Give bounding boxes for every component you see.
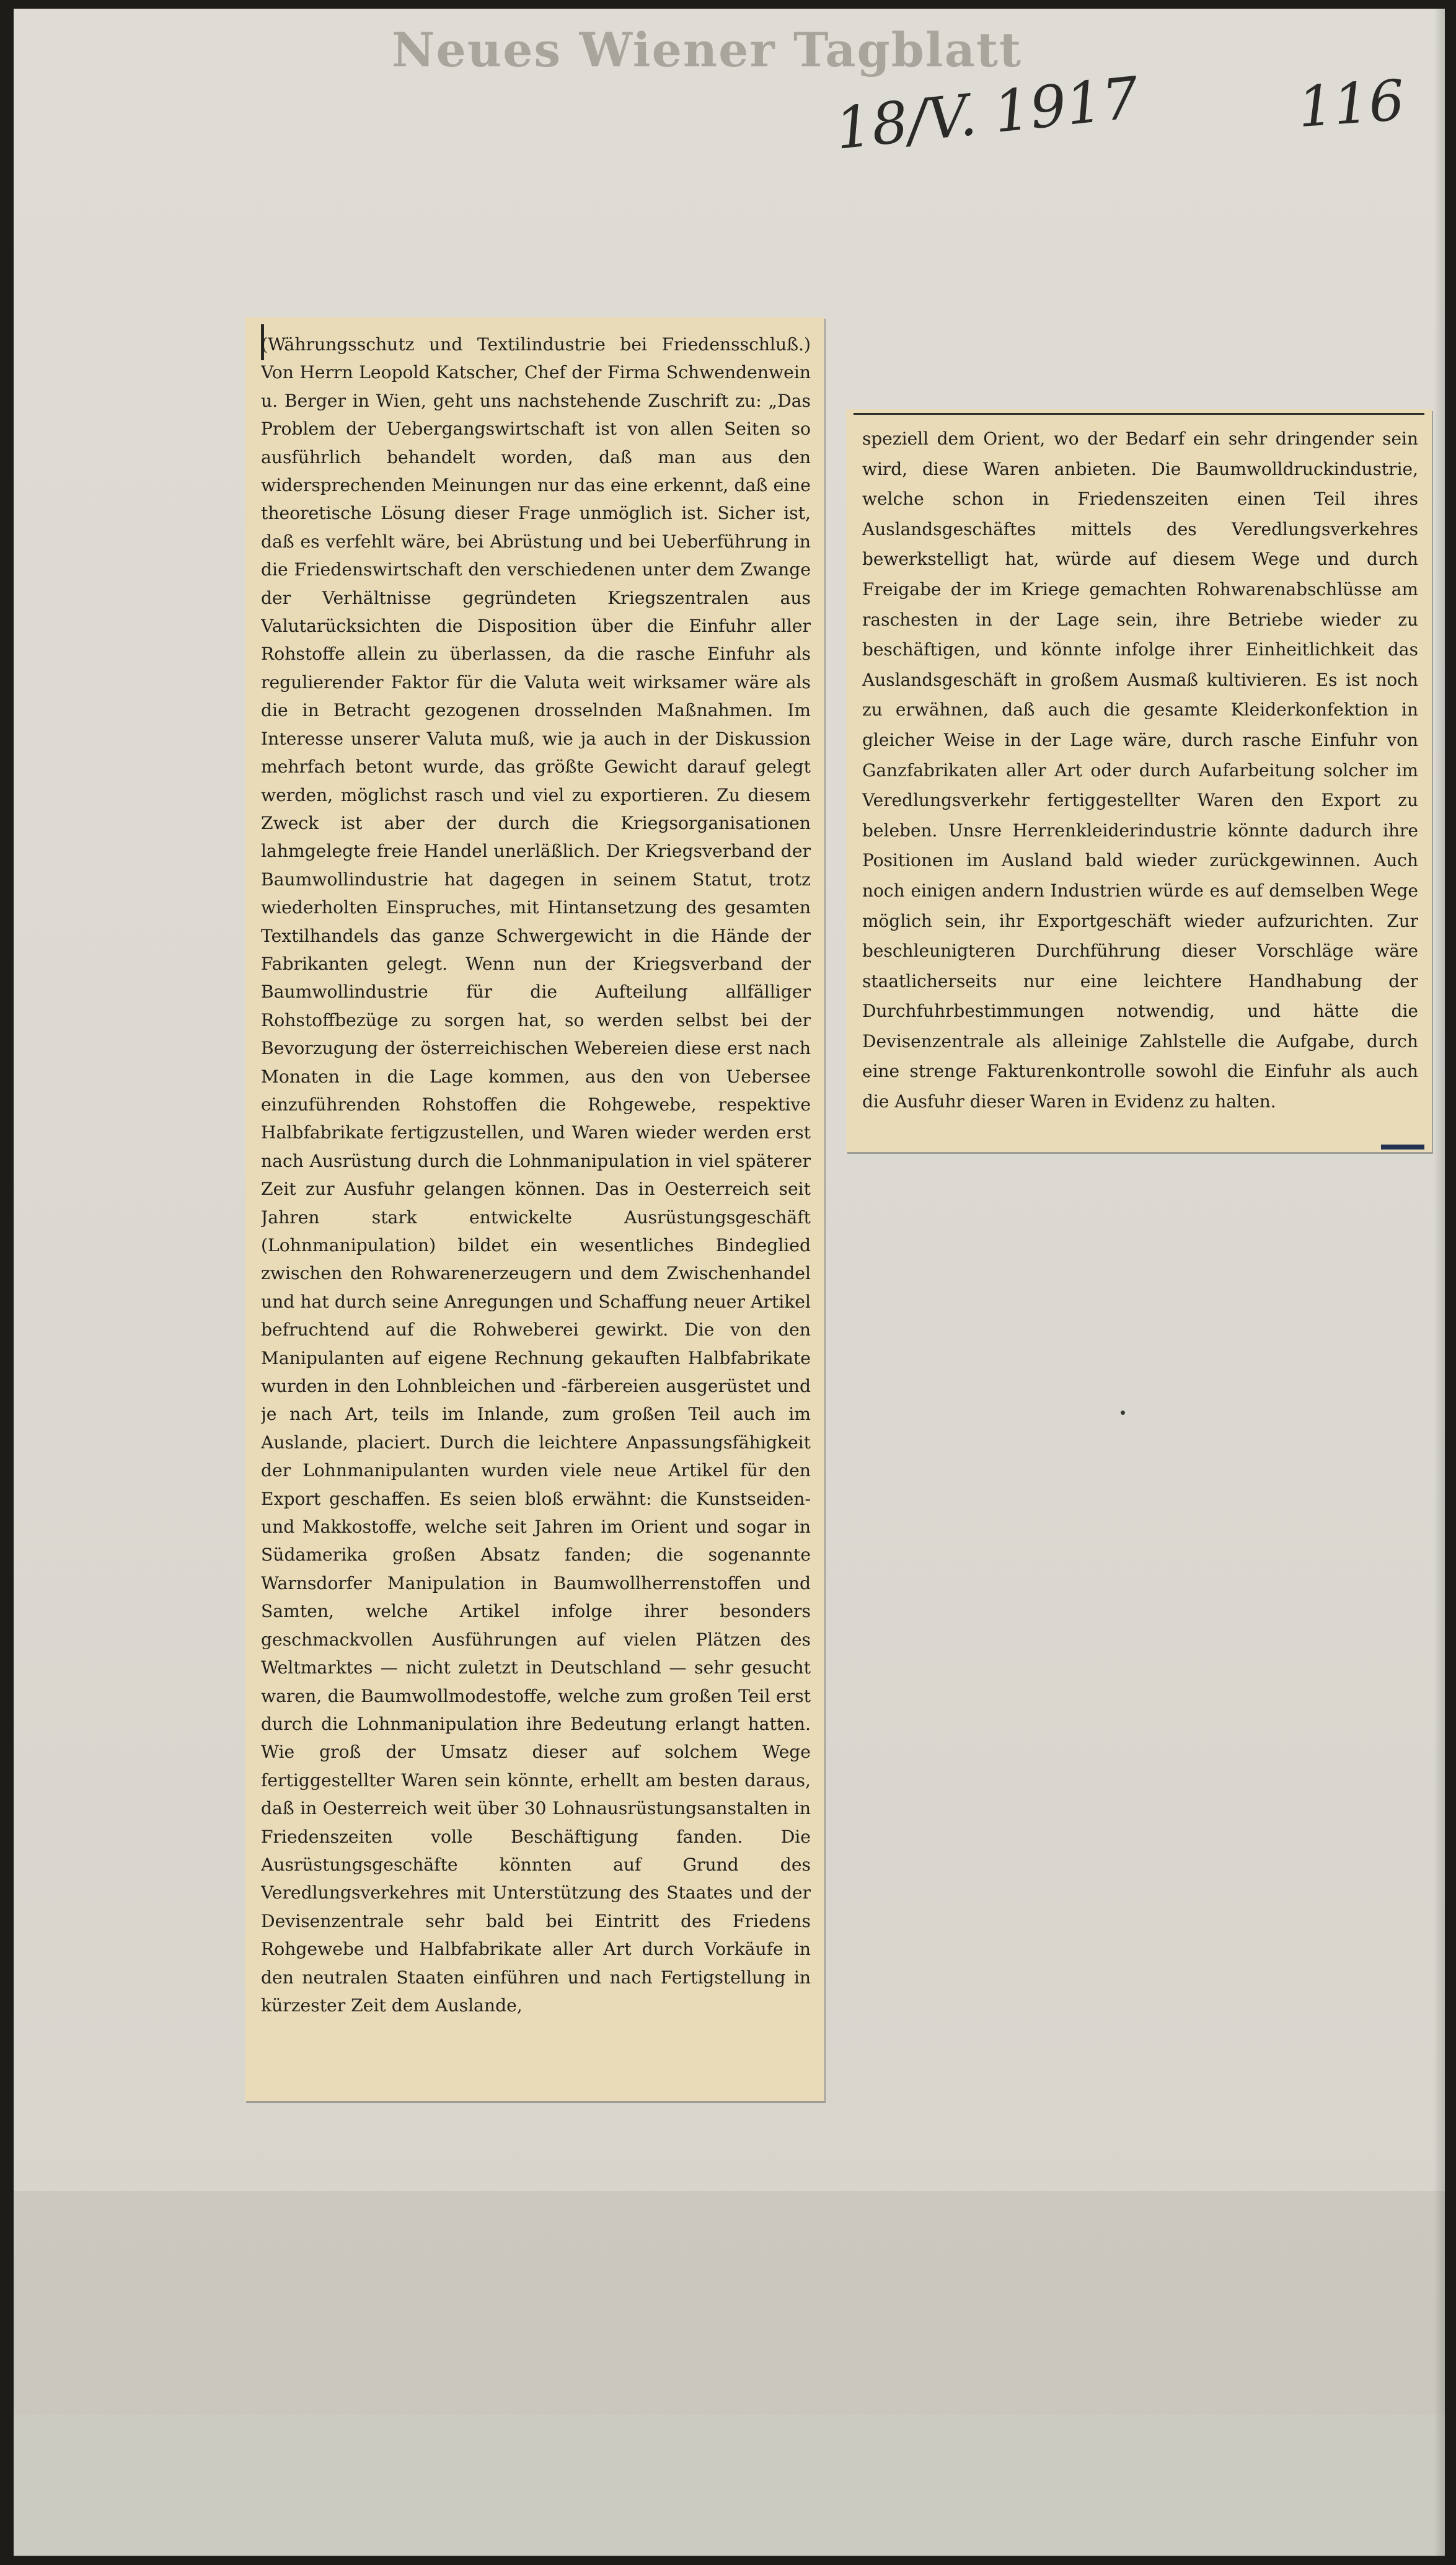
- scan-shadow-band-lower: [14, 2414, 1445, 2557]
- article-text-column-2: speziell dem Orient, wo der Bedarf ein sehr dringender sein wird, diese Waren anbieten. Die Baumwolldruckindustrie, welche schon in Friedenszeiten einen Teil ihres Auslandsgeschäftes mittels des Veredlungsverkehres bewerkstelligt hat, würde auf diesem Wege und durch Freigabe der im Kriege gemachten Rohwarenabschlüsse am raschesten in der Lage sein, ihre Betriebe wieder zu beschäftigen, und könnte infolge ihrer Einheitlichkeit das Auslandsgeschäft in großem Ausmaß kultivieren. Es ist noch zu erwähnen, daß auch die gesamte Kleiderkonfektion in gleicher Weise in der Lage wäre, durch rasche Einfuhr von Ganzfabrikaten aller Art oder durch Aufarbeitung solcher im Veredlungsverkehr fertiggestellter Waren den Export zu beleben. Unsre Herrenkleiderindustrie könnte dadurch ihre Positionen im Ausland bald wieder zurückgewinnen. Auch noch einigen andern Industrien würde es auf demselben Wege möglich sein, ihr Exportgeschäft wieder aufzurichten. Zur beschleunigteren Durchführung dieser Vorschläge wäre staatlicherseits nur eine leichtere Handhabung der Durchfuhrbestimmungen notwendig, und hätte die Devisenzentrale als alleinige Zahlstelle die Aufgabe, durch eine strenge Fakturenkontrolle sowohl die Einfuhr als auch die Ausfuhr dieser Waren in Evidenz zu halten.: [862, 428, 1418, 1112]
- clipping-column-1: [245, 317, 824, 2101]
- article-text-column-1: (Währungsschutz und Textilindustrie bei Friedensschluß.) Von Herrn Leopold Katscher, Chef der Firma Schwendenwein u. Berger in Wien, geht uns nachstehende Zuschrift zu: „Das Problem der Uebergangswirtschaft ist von allen Seiten so ausführlich behandelt worden, daß man aus den widersprechenden Meinungen nur das eine erkennt, daß eine theoretische Lösung dieser Frage unmöglich ist. Sicher ist, daß es verfehlt wäre, bei Abrüstung und bei Ueberführung in die Friedenswirtschaft den verschiedenen unter dem Zwange der Verhältnisse gegründeten Kriegszentralen aus Valutarücksichten die Disposition über die Einfuhr aller Rohstoffe allein zu überlassen, da die rasche Einfuhr als regulierender Faktor für die Valuta weit wirksamer wäre als die in Betracht gezogenen drosselnden Maßnahmen. Im Interesse unserer Valuta muß, wie ja auch in der Diskussion mehrfach betont wurde, das größte Gewicht darauf gelegt werden, möglichst rasch und viel zu exportieren. Zu diesem Zweck ist aber der durch die Kriegsorganisationen lahmgelegte freie Handel unerläßlich. Der Kriegsverband der Baumwollindustrie hat dagegen in seinem Statut, trotz wiederholten Einspruches, mit Hintansetzung des gesamten Textilhandels das ganze Schwergewicht in die Hände der Fabrikanten gelegt. Wenn nun der Kriegsverband der Baumwollindustrie für die Aufteilung allfälliger Rohstoffbezüge zu sorgen hat, so werden selbst bei der Bevorzugung der österreichischen Webereien diese erst nach Monaten in die Lage kommen, aus den von Uebersee einzuführenden Rohstoffen die Rohgewebe, respektive Halbfabrikate fertigzustellen, und Waren wieder werden erst nach Ausrüstung durch die Lohnmanipulation in viel späterer Zeit zur Ausfuhr gelangen können. Das in Oesterreich seit Jahren stark entwickelte Ausrüstungsgeschäft (Lohnmanipulation) bildet ein wesentliches Bindeglied zwischen den Rohwarenerzeugern und dem Zwischenhandel und hat durch seine Anregungen und Schaffung neuer Artikel befruchtend auf die Rohweberei gewirkt. Die von den Manipulanten auf eigene Rechnung gekauften Halbfabrikate wurden in den Lohnbleichen und -färbereien ausgerüstet und je nach Art, teils im Inlande, zum großen Teil auch im Auslande, placiert. Durch die leichtere Anpassungsfähigkeit der Lohnmanipulanten wurden viele neue Artikel für den Export geschaffen. Es seien bloß erwähnt: die Kunstseiden- und Makkostoffe, welche seit Jahren im Orient und sogar in Südamerika großen Absatz fanden; die sogenannte Warnsdorfer Manipulation in Baumwollherrenstoffen und Samten, welche Artikel infolge ihrer besonders geschmackvollen Ausführungen auf vielen Plätzen des Weltmarktes — nicht zuletzt in Deutschland — sehr gesucht waren, die Baumwollmodestoffe, welche zum großen Teil erst durch die Lohnmanipulation ihre Bedeutung erlangt hatten. Wie groß der Umsatz dieser auf solchem Wege fertiggestellter Waren sein könnte, erhellt am besten daraus, daß in Oesterreich weit über 30 Lohnausrüstungsanstalten in Friedenszeiten volle Beschäftigung fanden. Die Ausrüstungsgeschäfte könnten auf Grund des Veredlungsverkehres mit Unterstützung des Staates und der Devisenzentrale sehr bald bei Eintritt des Friedens Rohgewebe und Halbfabrikate aller Art durch Vorkäufe in den neutralen Staaten einführen und nach Fertigstellung in kürzester Zeit dem Auslande,: [261, 334, 811, 2016]
- sheet-edge-shadow: [1434, 9, 1445, 2556]
- pen-mark: [1381, 1145, 1424, 1150]
- column-top-rule: [854, 413, 1424, 415]
- newspaper-stamp: Neues Wiener Tagblatt: [392, 22, 1023, 78]
- paper-speck: [1121, 1411, 1125, 1415]
- archive-number: 116: [1295, 68, 1407, 141]
- clipping-column-2: [846, 409, 1432, 1152]
- handwritten-date: 18/V. 1917: [832, 64, 1142, 162]
- scan-shadow-band: [14, 2191, 1445, 2414]
